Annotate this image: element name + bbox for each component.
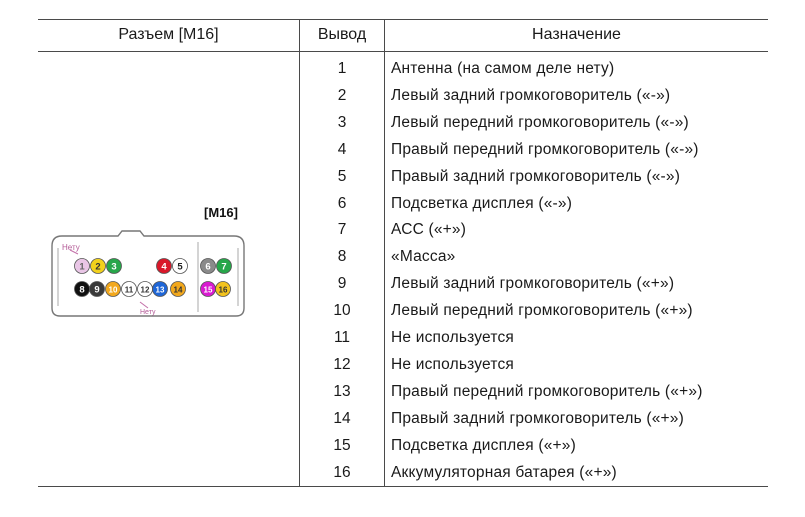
connector-pin-label: 13 [155,285,165,295]
connector-pin-label: 2 [95,261,101,273]
pin-number: 14 [333,409,351,427]
pin-number: 13 [333,382,351,400]
connector-pin-label: 5 [177,261,183,273]
pin-number: 2 [337,86,347,104]
pin-description: «Масса» [391,248,456,266]
connector-pin-label: 14 [173,285,183,295]
connector-top-row [75,259,232,274]
connector-diagram [48,228,248,320]
pin-number: 3 [337,113,347,131]
connector-pin-label: 4 [161,261,167,273]
pin-description: Левый передний громкоговоритель («-») [391,113,689,131]
pin-description: Не используется [391,329,515,346]
pin-number: 8 [337,248,347,266]
connector-pin-label: 16 [218,285,228,295]
pin-number: 7 [337,221,347,239]
header-purpose: Назначение [532,26,621,43]
connector-pin-label: 3 [111,261,117,273]
connector-pin-label: 7 [221,261,227,273]
connector-pin-label: 15 [203,285,213,295]
pin-description: АСС («+») [391,221,467,239]
header-pin: Вывод [317,26,367,43]
connector-pin-label: 10 [108,285,118,295]
pin-description: Антенна (на самом деле нету) [391,60,615,77]
pin-description: Подсветка дисплея («-») [391,194,573,212]
connector-pin-label: 8 [79,284,85,296]
connector-pin-label: 6 [205,261,211,273]
pin-description: Аккумуляторная батарея («+») [391,463,617,481]
pin-description: Правый передний громкоговоритель («-») [391,140,699,158]
pin-number: 4 [337,140,347,158]
pin-number: 9 [337,275,347,293]
pin-number: 12 [333,355,351,373]
pin-description: Не используется [391,355,515,373]
connector-pin-label: 12 [140,285,150,295]
header-connector: Разъем [M16] [118,26,219,43]
pin-description: Левый задний громкоговоритель («-») [391,86,671,104]
connector-annotation: Нету [62,243,80,252]
pin-number: 5 [337,167,347,185]
pin-description: Правый задний громкоговоритель («+») [391,409,684,427]
pin-number: 11 [333,329,351,346]
connector-annotation-2: Нету [140,309,156,316]
pin-number: 10 [333,302,351,320]
pin-description: Левый задний громкоговоритель («+») [391,275,675,293]
annotation-line-2 [140,302,148,308]
pin-description: Подсветка дисплея («+») [391,436,576,454]
pin-number: 1 [337,60,347,77]
table-header-divider [38,51,768,52]
connector-label: [M16] [204,205,238,220]
connector-pin-label: 11 [124,285,134,295]
pin-number: 16 [333,463,351,481]
pin-description: Левый передний громкоговоритель («+») [391,302,693,320]
pin-number: 15 [333,436,351,454]
table-bottom-border [38,486,768,487]
pin-description: Правый передний громкоговоритель («+») [391,382,703,400]
pin-description: Правый задний громкоговоритель («-») [391,167,681,185]
connector-pin-label: 9 [94,284,100,296]
connector-bottom-row [75,282,231,297]
pin-number: 6 [337,194,347,212]
connector-pin-label: 1 [79,261,85,273]
connector-inner-edge [58,248,238,306]
column-divider-2 [384,19,385,487]
